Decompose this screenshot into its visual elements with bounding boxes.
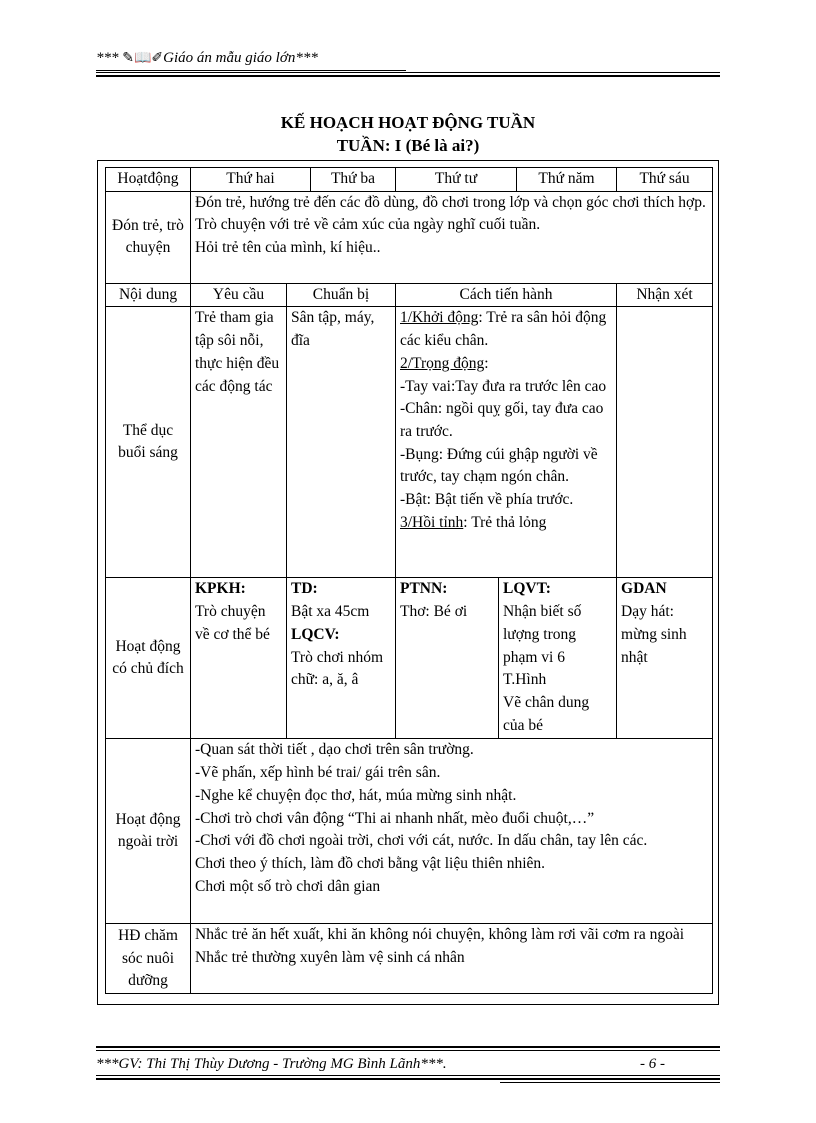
header-title: Giáo án mẫu giáo lớn***: [163, 50, 318, 66]
day-thursday: Thứ năm: [517, 168, 617, 192]
week-title: TUẦN: I (Bé là ai?): [336, 136, 480, 155]
chu-dich-wednesday: [396, 578, 499, 739]
cham-soc-label: HĐ chăm sóc nuôi dưỡng: [106, 924, 191, 994]
cooldown-text: : Trẻ thả lỏng: [463, 513, 547, 531]
day-friday: Thứ sáu: [617, 168, 713, 192]
footer-rule-2: [96, 1050, 720, 1051]
outdoor-line: -Nghe kể chuyện đọc thơ, hát, múa mừng sinh nhật.: [195, 786, 517, 804]
exercise-jump: -Bật: Bật tiến về phía trước.: [400, 491, 574, 509]
ngoai-troi-label: Hoạt động ngoài trời: [106, 739, 191, 924]
friday-activity: Dạy hát: mừng sinh nhật: [621, 603, 687, 666]
main-colon: :: [484, 354, 489, 372]
day-wednesday: Thứ tư: [396, 168, 517, 192]
header-rule-2: [96, 75, 720, 77]
thursday-activity-3: Vẽ chân dung của bé: [503, 693, 590, 734]
tuesday-subject-1: TD:: [291, 580, 318, 598]
exercise-legs: -Chân: ngồi quỵ gối, tay đưa cao ra trước.: [400, 400, 604, 440]
the-duc-preparation: Sân tập, máy, đĩa: [287, 307, 396, 578]
the-duc-remark: [617, 307, 713, 578]
chu-dich-friday: [617, 578, 713, 739]
day-header-row: [106, 168, 713, 192]
outdoor-line: -Quan sát thời tiết , dạo chơi trên sân trường.: [195, 741, 474, 759]
day-tuesday: Thứ ba: [311, 168, 396, 192]
warmup-step: [400, 307, 612, 352]
header-text: [96, 50, 318, 67]
thursday-activity-1: Nhận biết số lượng trong phạm vi 6: [503, 603, 582, 666]
don-tre-content: [191, 191, 713, 283]
outdoor-line: -Vẽ phấn, xếp hình bé trai/ gái trên sân.: [195, 764, 441, 782]
don-tre-row: [106, 191, 713, 283]
cham-soc-row: [106, 924, 713, 994]
warmup-heading: 1/Khởi động: [400, 309, 479, 327]
chu-dich-row: [106, 578, 713, 739]
thursday-subject: LQVT:: [503, 580, 551, 598]
weekly-plan-table: [105, 167, 713, 994]
cooldown-heading: 3/Hồi tỉnh: [400, 513, 464, 531]
footer-rule-thin: [500, 1082, 720, 1083]
don-tre-line: Trò chuyện với trẻ về cảm xúc của ngày nghĩ cuối tuần.: [195, 216, 541, 234]
don-tre-line: Đón trẻ, hướng trẻ đến các đồ dùng, đồ chơi trong lớp và chọn góc chơi thích hợp.: [195, 193, 706, 211]
exercise-abdomen: -Bụng: Đứng cúi ghập người về trước, tay chạm ngón chân.: [400, 445, 598, 486]
cooldown-step: [400, 512, 612, 535]
chu-dich-label: Hoạt động có chủ đích: [106, 578, 191, 739]
the-duc-label: Thể dục buổi sáng: [106, 307, 191, 578]
preparation-header: Chuẩn bị: [287, 283, 396, 307]
cham-soc-content: [191, 924, 713, 994]
activity-header: Hoạtđộng: [106, 168, 191, 192]
footer-rule-3: [96, 1075, 720, 1076]
remark-header: Nhận xét: [617, 283, 713, 307]
thursday-activity-2: T.Hình: [503, 671, 547, 689]
tuesday-activity-2: Trò chơi nhóm chữ: a, ă, â: [291, 648, 384, 689]
procedure-header: Cách tiến hành: [396, 283, 617, 307]
outdoor-line: -Chơi trò chơi vân động “Thi ai nhanh nhất, mèo đuổi chuột,…”: [195, 809, 595, 827]
requirement-header: Yêu cầu: [191, 283, 287, 307]
care-line: Nhắc trẻ thường xuyên làm vệ sinh cá nhân: [195, 949, 465, 967]
footer-rule-1: [96, 1046, 720, 1048]
footer-author: ***GV: Thi Thị Thùy Dương - Trường MG Bình Lãnh***.: [96, 1056, 447, 1072]
main-step: [400, 353, 612, 376]
main-heading: 2/Trọng động: [400, 354, 485, 372]
the-duc-procedure: [396, 307, 617, 578]
monday-subject: KPKH:: [195, 580, 246, 598]
header-prefix: ***: [96, 50, 123, 66]
day-monday: Thứ hai: [191, 168, 311, 192]
header-rule-1: [96, 72, 720, 73]
the-duc-requirement: Trẻ tham gia tập sôi nỗi, thực hiện đều các động tác: [191, 307, 287, 578]
wednesday-activity: Thơ: Bé ơi: [400, 603, 468, 621]
warmup-text: : Trẻ ra sân hỏi động các kiểu chân.: [400, 309, 607, 350]
page-header: [96, 50, 720, 72]
page-title: KẾ HOẠCH HOẠT ĐỘNG TUẦN: [280, 113, 536, 132]
content-header-row: [106, 283, 713, 307]
footer-rule-4: [96, 1078, 720, 1080]
tuesday-subject-2: LQCV:: [291, 625, 340, 643]
friday-subject: GDAN: [621, 580, 667, 598]
chu-dich-tuesday: [287, 578, 396, 739]
book-pen-icon: ✎📖✐: [122, 51, 164, 66]
don-tre-line: Hỏi trẻ tên của mình, kí hiệu..: [195, 239, 381, 257]
wednesday-subject: PTNN:: [400, 580, 448, 598]
the-duc-row: [106, 307, 713, 578]
content-header: Nội dung: [106, 283, 191, 307]
monday-activity: Trò chuyện về cơ thể bé: [195, 603, 270, 643]
ngoai-troi-row: [106, 739, 713, 924]
ngoai-troi-content: [191, 739, 713, 924]
outdoor-line: Chơi theo ý thích, làm đồ chơi bằng vật liệu thiên nhiên.: [195, 854, 546, 872]
exercise-arms: -Tay vai:Tay đưa ra trước lên cao: [400, 377, 607, 395]
chu-dich-monday: [191, 578, 287, 739]
header-rule-thin: [96, 70, 406, 71]
page-number: - 6 -: [640, 1056, 665, 1072]
outdoor-line: -Chơi với đồ chơi ngoài trời, chơi với cát, nước. In dấu chân, tay lên các.: [195, 832, 648, 850]
chu-dich-thursday: [499, 578, 617, 739]
tuesday-activity-1: Bật xa 45cm: [291, 603, 370, 621]
outdoor-line: Chơi một số trò chơi dân gian: [195, 877, 381, 895]
care-line: Nhắc trẻ ăn hết xuất, khi ăn không nói chuyện, không làm rơi vãi cơm ra ngoài: [195, 926, 685, 944]
don-tre-label: Đón trẻ, trò chuyện: [106, 191, 191, 283]
